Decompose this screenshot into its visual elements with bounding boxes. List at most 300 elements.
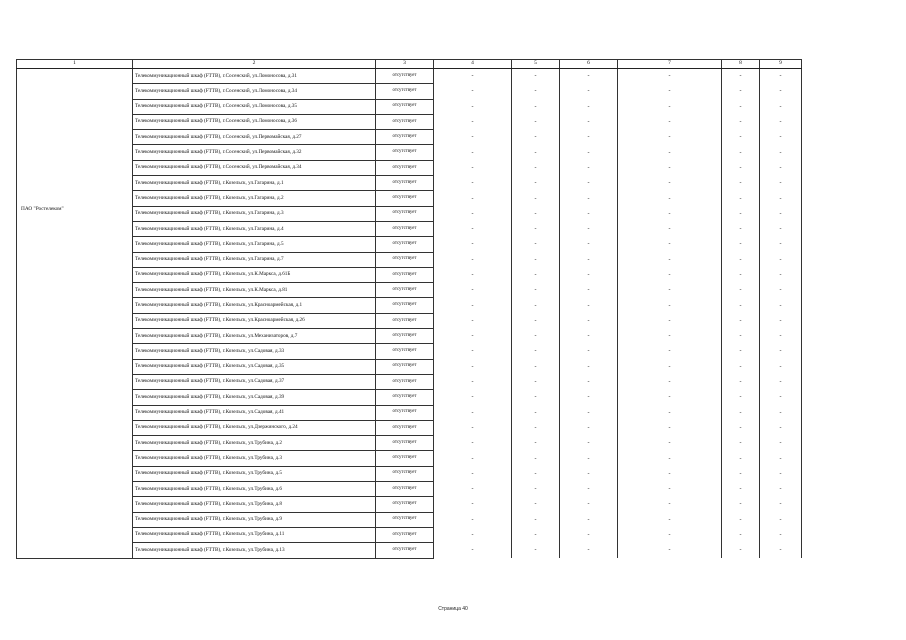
empty-value-cell: - — [434, 543, 512, 558]
status-cell: отсутствует — [376, 359, 434, 374]
table-row — [17, 543, 802, 558]
document-sheet — [16, 59, 801, 559]
empty-value-cell: - — [560, 374, 618, 389]
empty-value-cell: - — [434, 405, 512, 420]
empty-value-cell: - — [434, 390, 512, 405]
empty-value-cell: - — [760, 497, 802, 512]
empty-value-cell: - — [560, 221, 618, 236]
empty-value-cell: - — [560, 466, 618, 481]
column-number: 1 — [17, 60, 133, 69]
table-row — [17, 436, 802, 451]
empty-value-cell: - — [560, 436, 618, 451]
object-description-cell: Телекоммуникационный шкаф (FTTB), г.Козельск, ул.Трубина, д.13 — [133, 543, 376, 558]
empty-value-cell: - — [760, 512, 802, 527]
empty-value-cell: - — [760, 313, 802, 328]
empty-value-cell: - — [722, 237, 760, 252]
object-description-cell: Телекоммуникационный шкаф (FTTB), г.Сосенский, ул.Первомайская, д.34 — [133, 160, 376, 175]
empty-value-cell: - — [434, 114, 512, 129]
empty-value-cell: - — [722, 69, 760, 84]
empty-value-cell: - — [618, 176, 722, 191]
empty-value-cell: - — [760, 99, 802, 114]
empty-value-cell: - — [760, 390, 802, 405]
object-description-cell: Телекоммуникационный шкаф (FTTB), г.Сосенский, ул.Первомайская, д.32 — [133, 145, 376, 160]
table-row — [17, 283, 802, 298]
empty-value-cell: - — [512, 206, 560, 221]
object-description-cell: Телекоммуникационный шкаф (FTTB), г.Козельск, ул.К.Маркса, д.61Б — [133, 267, 376, 282]
empty-value-cell: - — [760, 191, 802, 206]
table-row — [17, 512, 802, 527]
empty-value-cell: - — [512, 252, 560, 267]
empty-value-cell: - — [434, 252, 512, 267]
table-row — [17, 329, 802, 344]
empty-value-cell: - — [722, 374, 760, 389]
empty-value-cell: - — [760, 176, 802, 191]
empty-value-cell: - — [618, 252, 722, 267]
empty-value-cell: - — [722, 543, 760, 558]
empty-value-cell: - — [760, 237, 802, 252]
object-description-cell: Телекоммуникационный шкаф (FTTB), г.Сосенский, ул.Ломоносова, д.31 — [133, 69, 376, 84]
object-description-cell: Телекоммуникационный шкаф (FTTB), г.Козельск, ул.Садовая, д.37 — [133, 374, 376, 389]
empty-value-cell: - — [722, 405, 760, 420]
empty-value-cell: - — [618, 359, 722, 374]
empty-value-cell: - — [618, 69, 722, 84]
table-row — [17, 497, 802, 512]
empty-value-cell: - — [560, 527, 618, 542]
empty-value-cell: - — [760, 206, 802, 221]
empty-value-cell: - — [618, 283, 722, 298]
column-number: 2 — [133, 60, 376, 69]
column-number-row — [17, 60, 802, 69]
empty-value-cell: - — [512, 176, 560, 191]
empty-value-cell: - — [722, 191, 760, 206]
table-row — [17, 267, 802, 282]
status-cell: отсутствует — [376, 482, 434, 497]
object-description-cell: Телекоммуникационный шкаф (FTTB), г.Козельск, ул.Садовая, д.35 — [133, 359, 376, 374]
status-cell: отсутствует — [376, 145, 434, 160]
table-row — [17, 130, 802, 145]
table-row — [17, 420, 802, 435]
empty-value-cell: - — [434, 344, 512, 359]
empty-value-cell: - — [434, 497, 512, 512]
object-description-cell: Телекоммуникационный шкаф (FTTB), г.Сосенский, ул.Ломоносова, д.36 — [133, 114, 376, 129]
empty-value-cell: - — [512, 482, 560, 497]
table-row — [17, 176, 802, 191]
empty-value-cell: - — [760, 221, 802, 236]
empty-value-cell: - — [512, 313, 560, 328]
empty-value-cell: - — [618, 99, 722, 114]
empty-value-cell: - — [618, 436, 722, 451]
object-description-cell: Телекоммуникационный шкаф (FTTB), г.Козельск, ул.Трубина, д.5 — [133, 466, 376, 481]
empty-value-cell: - — [560, 206, 618, 221]
empty-value-cell: - — [434, 359, 512, 374]
object-description-cell: Телекоммуникационный шкаф (FTTB), г.Козельск, ул.Садовая, д.33 — [133, 344, 376, 359]
object-description-cell: Телекоммуникационный шкаф (FTTB), г.Козельск, ул.Гагарина, д.4 — [133, 221, 376, 236]
empty-value-cell: - — [722, 252, 760, 267]
empty-value-cell: - — [760, 283, 802, 298]
status-cell: отсутствует — [376, 313, 434, 328]
empty-value-cell: - — [760, 344, 802, 359]
object-description-cell: Телекоммуникационный шкаф (FTTB), г.Козельск, ул.Трубина, д.9 — [133, 512, 376, 527]
empty-value-cell: - — [434, 206, 512, 221]
empty-value-cell: - — [560, 512, 618, 527]
empty-value-cell: - — [434, 451, 512, 466]
object-description-cell: Телекоммуникационный шкаф (FTTB), г.Козельск, ул.Трубина, д.2 — [133, 436, 376, 451]
empty-value-cell: - — [722, 497, 760, 512]
empty-value-cell: - — [512, 497, 560, 512]
table-row — [17, 405, 802, 420]
empty-value-cell: - — [560, 99, 618, 114]
empty-value-cell: - — [560, 405, 618, 420]
empty-value-cell: - — [512, 267, 560, 282]
empty-value-cell: - — [722, 512, 760, 527]
object-description-cell: Телекоммуникационный шкаф (FTTB), г.Козельск, ул.Красноармейская, д.1 — [133, 298, 376, 313]
table-row — [17, 466, 802, 481]
empty-value-cell: - — [434, 436, 512, 451]
empty-value-cell: - — [560, 130, 618, 145]
empty-value-cell: - — [560, 359, 618, 374]
empty-value-cell: - — [760, 298, 802, 313]
empty-value-cell: - — [760, 267, 802, 282]
empty-value-cell: - — [434, 69, 512, 84]
empty-value-cell: - — [512, 512, 560, 527]
empty-value-cell: - — [722, 298, 760, 313]
empty-value-cell: - — [760, 543, 802, 558]
empty-value-cell: - — [722, 267, 760, 282]
object-description-cell: Телекоммуникационный шкаф (FTTB), г.Козельск, ул.Гагарина, д.3 — [133, 206, 376, 221]
empty-value-cell: - — [560, 329, 618, 344]
empty-value-cell: - — [512, 466, 560, 481]
empty-value-cell: - — [722, 420, 760, 435]
status-cell: отсутствует — [376, 344, 434, 359]
empty-value-cell: - — [434, 283, 512, 298]
empty-value-cell: - — [512, 145, 560, 160]
empty-value-cell: - — [722, 313, 760, 328]
empty-value-cell: - — [512, 436, 560, 451]
table-row — [17, 482, 802, 497]
table-row — [17, 298, 802, 313]
empty-value-cell: - — [722, 160, 760, 175]
status-cell: отсутствует — [376, 405, 434, 420]
status-cell: отсутствует — [376, 298, 434, 313]
status-cell: отсутствует — [376, 237, 434, 252]
table-row — [17, 390, 802, 405]
empty-value-cell: - — [722, 482, 760, 497]
empty-value-cell: - — [722, 436, 760, 451]
object-description-cell: Телекоммуникационный шкаф (FTTB), г.Козельск, ул.Трубина, д.6 — [133, 482, 376, 497]
table-row — [17, 99, 802, 114]
table-body — [17, 69, 802, 559]
status-cell: отсутствует — [376, 267, 434, 282]
column-number: 3 — [376, 60, 434, 69]
empty-value-cell: - — [760, 482, 802, 497]
table-row — [17, 191, 802, 206]
empty-value-cell: - — [512, 84, 560, 99]
empty-value-cell: - — [618, 221, 722, 236]
empty-value-cell: - — [760, 374, 802, 389]
object-description-cell: Телекоммуникационный шкаф (FTTB), г.Сосенский, ул.Ломоносова, д.34 — [133, 84, 376, 99]
empty-value-cell: - — [512, 130, 560, 145]
empty-value-cell: - — [512, 420, 560, 435]
empty-value-cell: - — [618, 527, 722, 542]
status-cell: отсутствует — [376, 527, 434, 542]
table-row — [17, 313, 802, 328]
empty-value-cell: - — [618, 451, 722, 466]
infrastructure-table — [16, 59, 802, 559]
object-description-cell: Телекоммуникационный шкаф (FTTB), г.Сосенский, ул.Первомайская, д.27 — [133, 130, 376, 145]
status-cell: отсутствует — [376, 512, 434, 527]
empty-value-cell: - — [434, 482, 512, 497]
object-description-cell: Телекоммуникационный шкаф (FTTB), г.Козельск, ул.Гагарина, д.2 — [133, 191, 376, 206]
empty-value-cell: - — [434, 466, 512, 481]
column-number: 7 — [618, 60, 722, 69]
empty-value-cell: - — [618, 206, 722, 221]
empty-value-cell: - — [512, 405, 560, 420]
empty-value-cell: - — [560, 283, 618, 298]
empty-value-cell: - — [618, 543, 722, 558]
empty-value-cell: - — [618, 84, 722, 99]
table-row — [17, 69, 802, 84]
empty-value-cell: - — [618, 160, 722, 175]
empty-value-cell: - — [722, 84, 760, 99]
status-cell: отсутствует — [376, 130, 434, 145]
empty-value-cell: - — [722, 130, 760, 145]
empty-value-cell: - — [560, 267, 618, 282]
empty-value-cell: - — [434, 176, 512, 191]
status-cell: отсутствует — [376, 191, 434, 206]
empty-value-cell: - — [722, 344, 760, 359]
empty-value-cell: - — [618, 374, 722, 389]
empty-value-cell: - — [722, 99, 760, 114]
object-description-cell: Телекоммуникационный шкаф (FTTB), г.Сосенский, ул.Ломоносова, д.35 — [133, 99, 376, 114]
empty-value-cell: - — [434, 221, 512, 236]
empty-value-cell: - — [434, 145, 512, 160]
status-cell: отсутствует — [376, 221, 434, 236]
empty-value-cell: - — [434, 374, 512, 389]
empty-value-cell: - — [434, 512, 512, 527]
column-number: 8 — [722, 60, 760, 69]
empty-value-cell: - — [512, 298, 560, 313]
empty-value-cell: - — [560, 497, 618, 512]
empty-value-cell: - — [760, 145, 802, 160]
empty-value-cell: - — [722, 221, 760, 236]
empty-value-cell: - — [618, 390, 722, 405]
empty-value-cell: - — [760, 527, 802, 542]
empty-value-cell: - — [434, 237, 512, 252]
empty-value-cell: - — [512, 329, 560, 344]
empty-value-cell: - — [618, 298, 722, 313]
status-cell: отсутствует — [376, 206, 434, 221]
status-cell: отсутствует — [376, 252, 434, 267]
empty-value-cell: - — [722, 527, 760, 542]
table-row — [17, 374, 802, 389]
empty-value-cell: - — [618, 267, 722, 282]
empty-value-cell: - — [512, 99, 560, 114]
table-row — [17, 221, 802, 236]
empty-value-cell: - — [512, 114, 560, 129]
empty-value-cell: - — [618, 405, 722, 420]
status-cell: отсутствует — [376, 99, 434, 114]
empty-value-cell: - — [760, 160, 802, 175]
status-cell: отсутствует — [376, 69, 434, 84]
table-row — [17, 252, 802, 267]
table-row — [17, 160, 802, 175]
empty-value-cell: - — [760, 130, 802, 145]
empty-value-cell: - — [512, 237, 560, 252]
empty-value-cell: - — [760, 466, 802, 481]
empty-value-cell: - — [560, 482, 618, 497]
page-number: Страница 40 — [438, 606, 468, 612]
empty-value-cell: - — [760, 69, 802, 84]
organization-cell: ПАО "Ростелеком" — [17, 69, 133, 559]
table-row — [17, 114, 802, 129]
object-description-cell: Телекоммуникационный шкаф (FTTB), г.Козельск, ул.Трубина, д.11 — [133, 527, 376, 542]
empty-value-cell: - — [512, 451, 560, 466]
table-row — [17, 527, 802, 542]
empty-value-cell: - — [618, 313, 722, 328]
empty-value-cell: - — [512, 527, 560, 542]
empty-value-cell: - — [618, 130, 722, 145]
empty-value-cell: - — [560, 69, 618, 84]
object-description-cell: Телекоммуникационный шкаф (FTTB), г.Козельск, ул.Гагарина, д.1 — [133, 176, 376, 191]
status-cell: отсутствует — [376, 451, 434, 466]
empty-value-cell: - — [434, 420, 512, 435]
empty-value-cell: - — [434, 130, 512, 145]
empty-value-cell: - — [560, 313, 618, 328]
empty-value-cell: - — [618, 237, 722, 252]
status-cell: отсутствует — [376, 114, 434, 129]
empty-value-cell: - — [512, 191, 560, 206]
empty-value-cell: - — [560, 420, 618, 435]
status-cell: отсутствует — [376, 329, 434, 344]
status-cell: отсутствует — [376, 420, 434, 435]
table-row — [17, 145, 802, 160]
empty-value-cell: - — [512, 344, 560, 359]
empty-value-cell: - — [722, 329, 760, 344]
empty-value-cell: - — [760, 420, 802, 435]
empty-value-cell: - — [722, 390, 760, 405]
empty-value-cell: - — [722, 359, 760, 374]
empty-value-cell: - — [560, 114, 618, 129]
empty-value-cell: - — [434, 298, 512, 313]
object-description-cell: Телекоммуникационный шкаф (FTTB), г.Козельск, ул.Садовая, д.41 — [133, 405, 376, 420]
empty-value-cell: - — [618, 329, 722, 344]
empty-value-cell: - — [512, 543, 560, 558]
empty-value-cell: - — [560, 252, 618, 267]
column-number: 5 — [512, 60, 560, 69]
empty-value-cell: - — [434, 99, 512, 114]
object-description-cell: Телекоммуникационный шкаф (FTTB), г.Козельск, ул.Трубина, д.8 — [133, 497, 376, 512]
empty-value-cell: - — [760, 359, 802, 374]
object-description-cell: Телекоммуникационный шкаф (FTTB), г.Козельск, ул.Дзержинского, д.24 — [133, 420, 376, 435]
object-description-cell: Телекоммуникационный шкаф (FTTB), г.Козельск, ул.Гагарина, д.7 — [133, 252, 376, 267]
empty-value-cell: - — [512, 283, 560, 298]
empty-value-cell: - — [512, 160, 560, 175]
empty-value-cell: - — [722, 451, 760, 466]
column-number: 6 — [560, 60, 618, 69]
table-row — [17, 344, 802, 359]
empty-value-cell: - — [760, 114, 802, 129]
empty-value-cell: - — [722, 114, 760, 129]
empty-value-cell: - — [512, 221, 560, 236]
status-cell: отсутствует — [376, 374, 434, 389]
empty-value-cell: - — [560, 451, 618, 466]
object-description-cell: Телекоммуникационный шкаф (FTTB), г.Козельск, ул.Красноармейская, д.26 — [133, 313, 376, 328]
empty-value-cell: - — [560, 390, 618, 405]
object-description-cell: Телекоммуникационный шкаф (FTTB), г.Козельск, ул.Механизаторов, д.7 — [133, 329, 376, 344]
empty-value-cell: - — [760, 252, 802, 267]
empty-value-cell: - — [618, 512, 722, 527]
empty-value-cell: - — [618, 497, 722, 512]
table-row — [17, 451, 802, 466]
empty-value-cell: - — [560, 84, 618, 99]
empty-value-cell: - — [760, 436, 802, 451]
empty-value-cell: - — [618, 344, 722, 359]
empty-value-cell: - — [618, 114, 722, 129]
status-cell: отсутствует — [376, 543, 434, 558]
object-description-cell: Телекоммуникационный шкаф (FTTB), г.Козельск, ул.Гагарина, д.5 — [133, 237, 376, 252]
empty-value-cell: - — [560, 237, 618, 252]
object-description-cell: Телекоммуникационный шкаф (FTTB), г.Козельск, ул.Трубина, д.3 — [133, 451, 376, 466]
empty-value-cell: - — [722, 145, 760, 160]
empty-value-cell: - — [434, 313, 512, 328]
empty-value-cell: - — [618, 482, 722, 497]
empty-value-cell: - — [722, 176, 760, 191]
status-cell: отсутствует — [376, 84, 434, 99]
empty-value-cell: - — [512, 374, 560, 389]
object-description-cell: Телекоммуникационный шкаф (FTTB), г.Козельск, ул.К.Маркса, д.81 — [133, 283, 376, 298]
status-cell: отсутствует — [376, 390, 434, 405]
table-row — [17, 206, 802, 221]
empty-value-cell: - — [760, 405, 802, 420]
empty-value-cell: - — [434, 329, 512, 344]
empty-value-cell: - — [434, 191, 512, 206]
status-cell: отсутствует — [376, 176, 434, 191]
empty-value-cell: - — [560, 160, 618, 175]
empty-value-cell: - — [760, 84, 802, 99]
empty-value-cell: - — [560, 298, 618, 313]
empty-value-cell: - — [560, 344, 618, 359]
empty-value-cell: - — [760, 451, 802, 466]
empty-value-cell: - — [512, 390, 560, 405]
empty-value-cell: - — [512, 69, 560, 84]
empty-value-cell: - — [434, 267, 512, 282]
empty-value-cell: - — [560, 176, 618, 191]
empty-value-cell: - — [434, 84, 512, 99]
status-cell: отсутствует — [376, 436, 434, 451]
empty-value-cell: - — [560, 191, 618, 206]
object-description-cell: Телекоммуникационный шкаф (FTTB), г.Козельск, ул.Садовая, д.39 — [133, 390, 376, 405]
empty-value-cell: - — [560, 543, 618, 558]
status-cell: отсутствует — [376, 160, 434, 175]
empty-value-cell: - — [760, 329, 802, 344]
empty-value-cell: - — [722, 466, 760, 481]
empty-value-cell: - — [722, 283, 760, 298]
table-row — [17, 237, 802, 252]
table-row — [17, 84, 802, 99]
empty-value-cell: - — [512, 359, 560, 374]
empty-value-cell: - — [618, 145, 722, 160]
empty-value-cell: - — [722, 206, 760, 221]
empty-value-cell: - — [434, 160, 512, 175]
empty-value-cell: - — [618, 466, 722, 481]
status-cell: отсутствует — [376, 497, 434, 512]
empty-value-cell: - — [618, 420, 722, 435]
empty-value-cell: - — [434, 527, 512, 542]
column-number: 9 — [760, 60, 802, 69]
status-cell: отсутствует — [376, 466, 434, 481]
column-number: 4 — [434, 60, 512, 69]
empty-value-cell: - — [618, 191, 722, 206]
